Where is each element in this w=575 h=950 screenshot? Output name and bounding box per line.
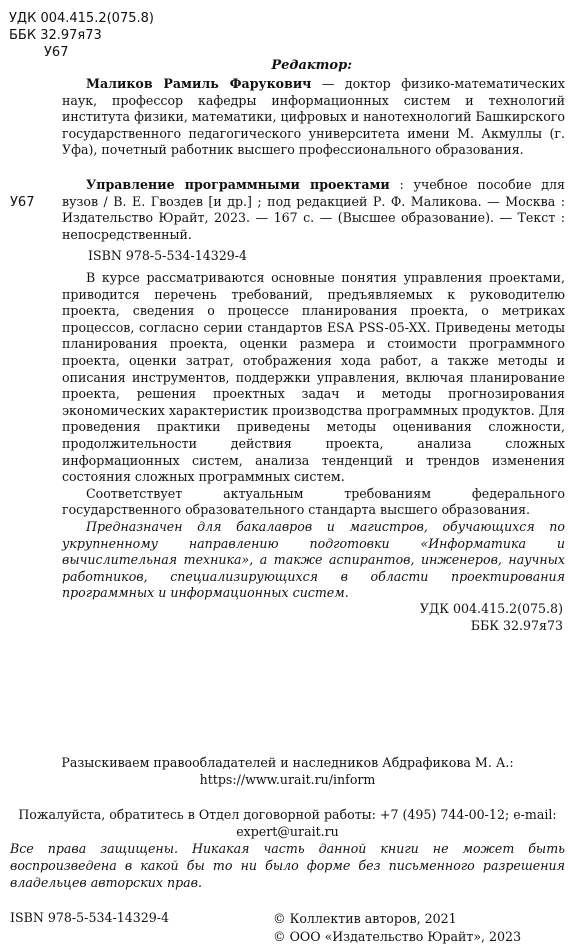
header-classification <box>9 10 154 61</box>
rights-holders-text: Разыскиваем правообладателей и наследников Абдрафикова М. А.: <box>61 755 514 770</box>
classification-block <box>420 600 563 634</box>
editor-description: — доктор физико-математических наук, профессор кафедры информационных систем и технологий института физики, математики, цифровых и нанотехнологий Башкирского государственного педагогического университета имени М. Акмуллы (г. Уфа), почетный работник высшего профессионального образования. <box>62 76 566 158</box>
rights-holders-search <box>0 754 575 788</box>
classification-bbk: ББК 32.97я73 <box>470 618 563 633</box>
book-description: : учебное пособие для вузов / В. Е. Гвоздев [и др.] ; под редакцией Р. Ф. Маликова. — Москва : Издательство Юрайт, 2023. — 167 с. — (Высшее образование). — Текст : непосредственный. <box>62 177 565 242</box>
annotation-audience: Предназначен для бакалавров и магистров, обучающихся по укрупненному направлению подготовки «Информатика и вычислительная техника», а также аспирантов, инженеров, научных работников, специализирующихся в области проектирования программных и информационных систем. <box>62 518 565 601</box>
footer-isbn: ISBN 978-5-534-14329-4 <box>10 910 170 925</box>
side-code: У67 <box>10 195 35 210</box>
annotation-standard: Соответствует актуальным требованиям федерального государственного образовательного стандарта высшего образования. <box>62 485 565 518</box>
contact-info <box>0 806 575 840</box>
copyright-authors: © Коллектив авторов, 2021 <box>273 911 457 926</box>
book-title: Управление программными проектами <box>86 177 390 192</box>
rights-notice: Все права защищены. Никакая часть данной книги не может быть воспроизведена в какой бы то ни было форме без письменного разрешения владельцев авторских прав. <box>10 841 565 890</box>
copyright-block <box>273 910 521 946</box>
classification-udk: УДК 004.415.2(075.8) <box>419 601 563 616</box>
editor-label: Редактор: <box>271 58 352 73</box>
annotation-paragraph: В курсе рассматриваются основные понятия управления проектами, приводится перечень требований, предъявляемых к руководителю проекта, сведения о процессе планирования проекта, о метриках процессов, согласно серии стандартов ESA PSS-05-XX. Приведены методы планирования проекта, оценки размера и стоимости программного проекта, оценки затрат, отображения хода работ, а также методы и описания инструментов, поддержки управления, включая планирование проекта, решения проектных задач и методы прогнозирования экономических характеристик производства программных продуктов. Для проведения практики приведены методы оценивания сложности, продолжительности действия проекта, анализа сложных информационных систем, анализа тенденций и трендов изменения состояния сложных программных систем. <box>62 270 565 485</box>
contact-text: Пожалуйста, обратитесь в Отдел договорной работы: +7 (495) 744-00-12; e-mail: <box>18 807 557 822</box>
editor-name: Маликов Рамиль Фарукович <box>86 76 312 91</box>
editor-info <box>62 76 565 159</box>
book-record <box>62 177 565 243</box>
annotation <box>62 270 565 602</box>
contact-email[interactable]: expert@urait.ru <box>236 824 339 839</box>
rights-holders-url[interactable]: https://www.urait.ru/inform <box>199 772 376 787</box>
isbn: ISBN 978-5-534-14329-4 <box>88 248 248 263</box>
copyright-publisher: © ООО «Издательство Юрайт», 2023 <box>273 929 522 944</box>
header-code: У67 <box>44 45 69 60</box>
header-bbk: ББК 32.97я73 <box>9 28 102 43</box>
header-udk: УДК 004.415.2(075.8) <box>9 11 154 26</box>
